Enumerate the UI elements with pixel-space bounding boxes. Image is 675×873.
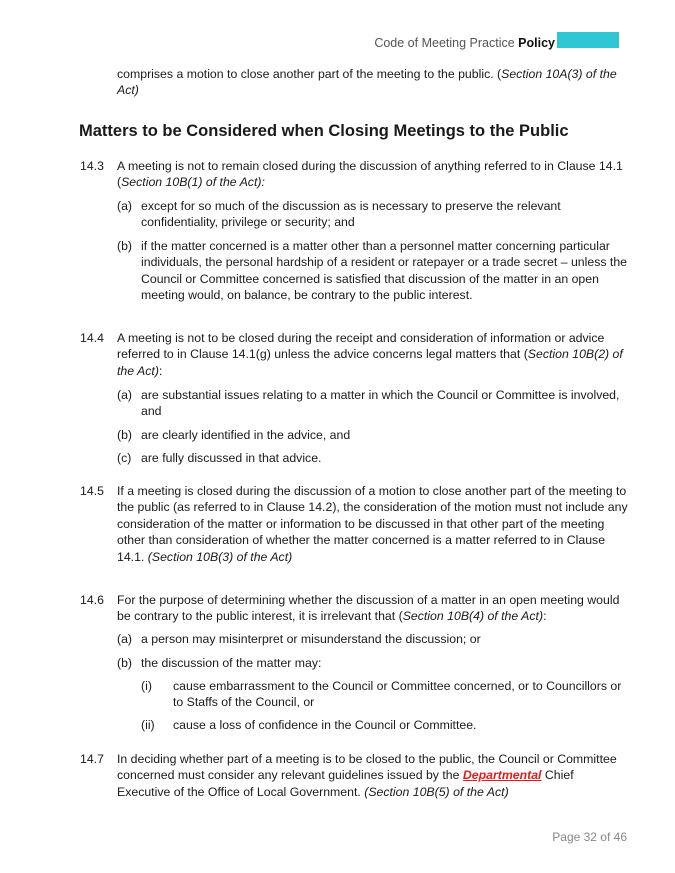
subitem-text: cause embarrassment to the Council or Committee concerned, or to Councillors or to Staffs of the Council, or <box>173 679 622 710</box>
tracked-change-highlight: Departmental <box>462 768 542 783</box>
header-accent-bar <box>557 32 619 48</box>
item-text: are fully discussed in that advice. <box>141 451 322 465</box>
section-heading: Matters to be Considered when Closing Meetings to the Public <box>79 122 569 140</box>
subitem-label: (ii) <box>141 718 155 732</box>
clause-tail: : <box>543 609 547 624</box>
clause-number: 14.7 <box>80 752 104 766</box>
item-text: are substantial issues relating to a matter in which the Council or Committee is involved, and <box>141 388 620 419</box>
page-number: Page 32 of 46 <box>552 830 627 844</box>
clause-text: If a meeting is closed during the discussion of a motion to close another part of the meeting to the public (as referred to in Clause 14.2), the consideration of the motion must not include any consideration of the matter or information to be discussed in that other part of the meeting other than consideration of whether the matter concerned is a matter referred to in Clause 14.1. <box>117 484 628 564</box>
subitem-text: cause a loss of confidence in the Council or Committee. <box>173 718 477 732</box>
clause-14-4-text <box>117 330 629 379</box>
clause-text-continued: Chief Executive of the Office of Local Government. <box>117 768 574 799</box>
item-label: (b) <box>117 656 133 670</box>
clause-14-7-text <box>117 751 629 800</box>
clause-14-5-text <box>117 483 629 565</box>
item-label: (b) <box>117 428 133 442</box>
clause-ref: Section 10B(1) of the Act): <box>121 175 265 190</box>
clause-text: In deciding whether part of a meeting is to be closed to the public, the Council or Committee concerned must consider any relevant guidelines issued by the <box>117 752 617 783</box>
item-text: the discussion of the matter may: <box>141 656 322 670</box>
item-label: (a) <box>117 388 133 402</box>
clause-number: 14.3 <box>80 159 104 173</box>
clause-ref: Section 10B(4) of the Act) <box>402 609 544 624</box>
subitem-label: (i) <box>141 679 152 693</box>
page-header <box>374 36 555 50</box>
item-text: if the matter concerned is a matter other than a personnel matter concerning particular individuals, the personal hardship of a resident or ratepayer or a trade secret – unless the Council or Committee concerned is satisfied that discussion of the matter in an open meeting would, on balance, be contrary to the public interest. <box>141 239 628 303</box>
clause-tail: : <box>158 363 163 378</box>
clause-text: A meeting is not to be closed during the receipt and consideration of information or advice referred to in Clause 14.1(g) unless the advice concerns legal matters that ( <box>117 331 605 362</box>
clause-ref: (Section 10B(3) of the Act) <box>147 549 293 564</box>
item-text: a person may misinterpret or misunderstand the discussion; or <box>141 632 481 646</box>
intro-paragraph <box>117 66 629 99</box>
item-text: are clearly identified in the advice, and <box>141 428 351 442</box>
item-label: (c) <box>117 451 132 465</box>
clause-number: 14.6 <box>80 593 104 607</box>
item-label: (b) <box>117 239 133 253</box>
clause-number: 14.5 <box>80 484 104 498</box>
header-title: Code of Meeting Practice <box>374 36 515 50</box>
header-title-bold: Policy <box>518 36 555 50</box>
clause-text: A meeting is not to remain closed during the discussion of anything referred to in Clause 14.1 ( <box>117 159 623 190</box>
clause-text: For the purpose of determining whether the discussion of a matter in an open meeting would be contrary to the public interest, it is irrelevant that ( <box>117 593 620 624</box>
item-label: (a) <box>117 632 133 646</box>
clause-ref: Section 10B(2) of the Act) <box>117 347 623 378</box>
item-label: (a) <box>117 199 133 213</box>
clause-14-3-text <box>117 158 629 191</box>
intro-text: comprises a motion to close another part of the meeting to the public. ( <box>117 67 502 81</box>
clause-14-6-text <box>117 592 629 625</box>
item-text: except for so much of the discussion as is necessary to preserve the relevant confidentiality, privilege or security; and <box>141 199 561 230</box>
clause-number: 14.4 <box>80 331 104 345</box>
clause-ref: (Section 10B(5) of the Act) <box>364 784 509 799</box>
intro-ref: Section 10A(3) of the Act) <box>117 67 617 98</box>
